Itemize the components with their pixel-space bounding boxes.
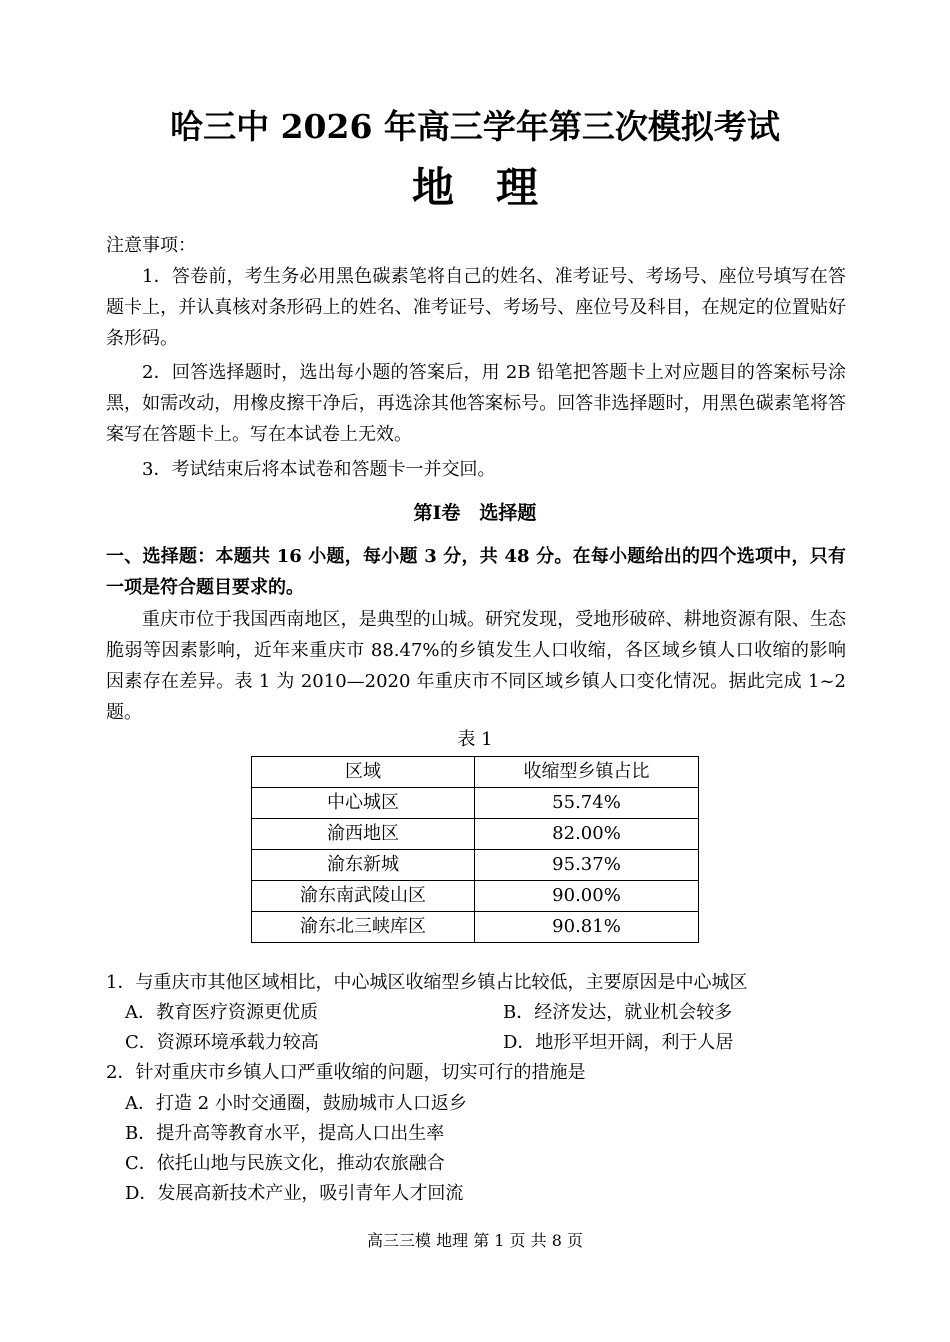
table-row	[252, 819, 699, 850]
question-2-option-a: A．打造 2 小时交通圈，鼓励城市人口返乡	[125, 1093, 467, 1114]
notice-item-3: 3．考试结束后将本试卷和答题卡一并交回。	[142, 459, 496, 480]
question-2-option-d: D．发展高新技术产业，吸引青年人才回流	[125, 1183, 464, 1204]
table-header-cell: 收缩型乡镇占比	[475, 757, 699, 788]
table-row	[252, 788, 699, 819]
question-1-stem: 1．与重庆市其他区域相比，中心城区收缩型乡镇占比较低，主要原因是中心城区	[106, 972, 748, 993]
table-caption: 表 1	[457, 729, 493, 750]
reading-passage: 重庆市位于我国西南地区，是典型的山城。研究发现，受地形破碎、耕地资源有限、生态脆弱等因素影响，近年来重庆市 88.47%的乡镇发生人口收缩，各区域乡镇人口收缩的影响因素存在差异。表 1 为 2010—2020 年重庆市不同区域乡镇人口变化情况。据此完成 1~2 题。	[106, 609, 846, 723]
question-2-stem: 2．针对重庆市乡镇人口严重收缩的问题，切实可行的措施是	[106, 1062, 586, 1083]
table-cell: 渝西地区	[252, 819, 475, 850]
subject-title: 地理	[411, 163, 580, 212]
table-header-cell: 区域	[252, 757, 475, 788]
table-cell: 中心城区	[252, 788, 475, 819]
question-1-option-a: A．教育医疗资源更优质	[125, 1002, 318, 1023]
table-cell: 55.74%	[475, 788, 699, 819]
exam-title: 哈三中 2026 年高三学年第三次模拟考试	[170, 107, 780, 146]
table-cell: 90.00%	[475, 881, 699, 912]
question-2-option-c: C．依托山地与民族文化，推动农旅融合	[125, 1153, 445, 1174]
section-title: 第Ⅰ卷 选择题	[413, 502, 537, 524]
page-footer: 高三三模 地理 第 1 页 共 8 页	[367, 1231, 583, 1250]
notice-item-1: 1．答卷前，考生务必用黑色碳素笔将自己的姓名、准考证号、考场号、座位号填写在答题卡上，并认真核对条形码上的姓名、准考证号、考场号、座位号及科目，在规定的位置贴好条形码。	[106, 266, 846, 349]
table-row	[252, 850, 699, 881]
notice-item-2: 2．回答选择题时，选出每小题的答案后，用 2B 铅笔把答题卡上对应题目的答案标号涂黑，如需改动，用橡皮擦干净后，再选涂其他答案标号。回答非选择题时，用黑色碳素笔将答案写在答题卡上。写在本试卷上无效。	[106, 362, 846, 445]
table-cell: 渝东新城	[252, 850, 475, 881]
table-cell: 82.00%	[475, 819, 699, 850]
question-2-option-b: B．提升高等教育水平，提高人口出生率	[125, 1123, 445, 1144]
question-1-option-b: B．经济发达，就业机会较多	[503, 1002, 733, 1023]
table-header-row	[252, 757, 699, 788]
question-1-option-d: D．地形平坦开阔，利于人居	[503, 1032, 734, 1053]
question-1-option-c: C．资源环境承载力较高	[125, 1032, 319, 1053]
part-instruction: 一、选择题：本题共 16 小题，每小题 3 分，共 48 分。在每小题给出的四个选项中，只有一项是符合题目要求的。	[106, 546, 846, 598]
table-row	[252, 912, 699, 943]
data-table	[251, 756, 699, 943]
table-cell: 90.81%	[475, 912, 699, 943]
table-cell: 渝东北三峡库区	[252, 912, 475, 943]
table-cell: 95.37%	[475, 850, 699, 881]
table-row	[252, 881, 699, 912]
table-cell: 渝东南武陵山区	[252, 881, 475, 912]
notice-heading: 注意事项：	[106, 235, 196, 256]
